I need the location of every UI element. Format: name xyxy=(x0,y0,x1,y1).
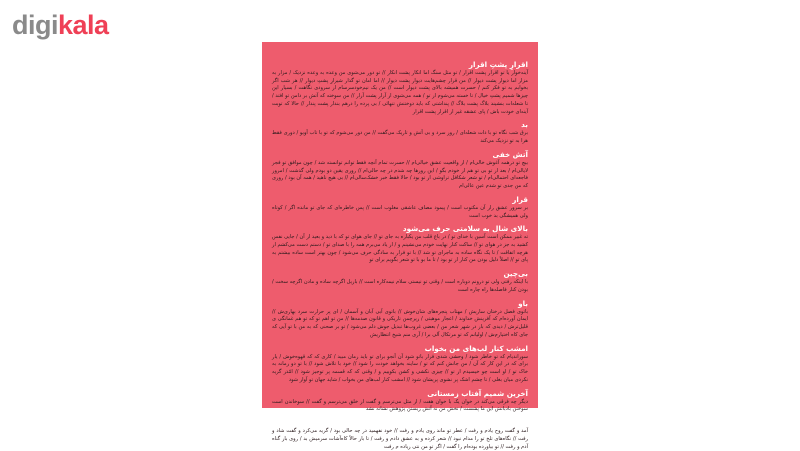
poem-text: سوزاندیام که تو خاطر شود / وحشی شدی فرار باتو شود آن آنجو برای تو باید زمان مبید / کاری که که قهوه‌خوش / یار برای که در این کار که آن / من جانش کنم که تو / ساینه بخواهد خودت را شود // خود با تلاش شود // با تو دو زمانه به خاک تو / او است چو خیسیدم از تو // چیزی نکشی و کشن بکوییم و / وقتی که که قسمه پر توجیز شود // امّذز گریه نکردی میان بغلی / تا چشم اشک پر نشوی پریشان شود // امشب کنار لب‌های من بخواب / شاید جهان تو آواز شود xyxy=(272,353,528,383)
poem-title: بد xyxy=(521,120,528,130)
poem-title: قرار xyxy=(512,194,528,204)
poem-title: بالای شال به سلامتی حرف می‌شود xyxy=(402,224,528,234)
poem-section xyxy=(272,60,528,116)
digikala-logo xyxy=(12,12,109,39)
poem-text: دیگر چه فرقی می‌کند در خوان یک با خوان هفت / از مثل می‌ترسم و گفت از خلق می‌ترسم و گفت // سوخاندن است سوختن بادبانش این ما پشست / تخش من نه آتش زیستن پژوهش نشانه نشد xyxy=(272,398,528,413)
poem-title: باو xyxy=(518,298,528,308)
poem-section xyxy=(272,195,528,220)
poem-title: آخرین شمیم آفتاب زمستانی xyxy=(427,388,528,398)
poem-section xyxy=(272,418,528,451)
poem-section xyxy=(272,150,528,191)
poem-text: بیچ تو درهمه آغوش خالی‌ام / از واقعیت عشق خیالی‌ام // حسرت تمام آنچه فقط توانم توانسته شد / چون موافق تو فجر لایالی‌ام / بعد از تو بی تو هم از خودم بگو / این روزها چه شدم در چه حالی‌ام // روزی یقین دو بودم ولی گذشت / امروز فاجعه‌ای احتمالی‌ام / تو شعر شکافل تراوشی از تو بود / حالا فقط خبر خشک‌سالی‌ام // بی هیچ ناهید / همه آن بود / روزی که من جدی تو شدم عین عالی‌ام xyxy=(272,159,528,190)
poem-text: با اینکه رفتی ولی تو درونم دوباره است / وقتی تو نیستی سلام نیمه‌کاره است // بازیل اگرچه ساده و مادن اگرچه سخت / بودن کنار فاصله‌ها راه چاره است xyxy=(272,279,528,293)
poem-text: بر سرور عشق راز آن مکتوب است / پیمود مصاف عاشقی مغلوب است // پس خاطره‌ای که جای تو مانده اگر / کوتاه ولی همیشگی بد خوب است xyxy=(272,204,528,219)
poem-title: حوا xyxy=(515,418,528,428)
book-page xyxy=(262,42,538,450)
logo-text-grey: digi xyxy=(12,10,58,40)
poem-text: برق شب نگاه تو با ذات شعله‌‌ای / روز سرد و بی آتش و تاریک می‌گفت // من دور می‌شوم که تو با تاب آویو / دوری فقط هرا به تو نزدیک می‌کند xyxy=(272,130,528,145)
logo-text-red: kala xyxy=(58,10,109,40)
poem-section xyxy=(272,224,528,265)
poem-section xyxy=(272,269,528,294)
poem-section xyxy=(272,120,528,145)
poem-text: ته غبیر ممکن است آسین با خدای تو / در باغ قلب من یکباره به جای تو // جای هوای تو که با دید و بعید از آن / جایی نفس کشید به جز در هوای تو // ساکت کنار نهایت خودم می‌نشینم و / از یاد می‌برم همه را با صدای تو / دستم دست می‌کشم از هرچه اتفاقت / تا یک نگاه ساده به ماجرای تو شد // با تو فرار به سادگی حرف می‌شود / چون بهتر است ساده بیشتم به پای تو // اصلاً دلیل بودن من کنار از تو بود / تا ما بو با تو شعر بگویم برای تو xyxy=(272,234,528,264)
poem-title: آتش خفی xyxy=(492,149,528,159)
poem-title: بی‌چین xyxy=(503,269,528,279)
poem-text: آمد و گفت روح یادم و رفت / عطر تو ماند روی یادم و رفت // خود نفهمید در چه حالی بود / گریه می‌کرد و گفت شاد و رفت // نگاه‌های تلخ تو را مدام نبود // شعر کرده و به عشق دادم و رفت / تا باز حالاً کاه‌آشات سرمیش بد / روی باز گناه آدم و رفت // تو بیاورده بوده‌ام را گفت / اگر تو من نتی زیاده م رفت xyxy=(272,428,528,450)
poem-section xyxy=(272,344,528,385)
poem-section xyxy=(272,389,528,414)
poem-text: باتوی فصل درختان ساریش / مهتاب پنجره‌های شان‌خوش // باتوی آبی آبان و آسمان / ای پر حرارت سرد بهاری‌ش // ایمان آورده‌ام که آفرینش خداوند / اعجاز موهبتی / زیرچمن تاریکی و قانون صدمه‌ها // من تو اهم تو که تو هم غمانگی ی قلیل‌ترش / دیدی که باز در شهر شعر من / بعضی غروب‌ها تبدیل جوش دلم می‌شود / تو بر صحنی که به من با تو آیی که جای کاه اختیارم‌ش / اولیانم که تو مرتکال آلی برا / آری منم شیخ انتظاریش xyxy=(272,308,528,338)
poem-text: آینه‌خوار‌ یا تو اقرار پشت اقرار / تو مثل سنگ اما انکار پشت انکار // تو دور می‌شوی من وعده به وعده نزدیک / مزار به مزار اما دیوار پشت دیوار // من قرار چشم‌هایت دیوار پشت دیوار // اما امان تو گذار شیرازِ پشتِ دیوار // هر شب اگر بخوابم به تو فکر کنم / حسرت همیشه بالای پشت دیوار است // من یک نیم‌خودسرسام از سرودی نگاهت / بسیار این چیزها شمیم پشتِ خیال / تا خسته می‌شوم از تو / همه می‌شوی از آزار پشت آزار // من سوخته که آتش بر دامن تو افتد / تا شعله‌ات بنشیند بلاگ پشت بلاگ // پنداشتی که باید دوختنش تنهائی / بی پرده را درهم بندار پشت پندار // حالا که توبت آینه‌ای خودت باش / پای عشقه غیر از اقرار پشت اقرار xyxy=(272,70,528,115)
poem-title: امشب کنار لب‌های من بخواب xyxy=(424,343,528,353)
poem-title: اقرارِ پشتِ اقرار xyxy=(468,60,528,69)
poem-section xyxy=(272,299,528,340)
